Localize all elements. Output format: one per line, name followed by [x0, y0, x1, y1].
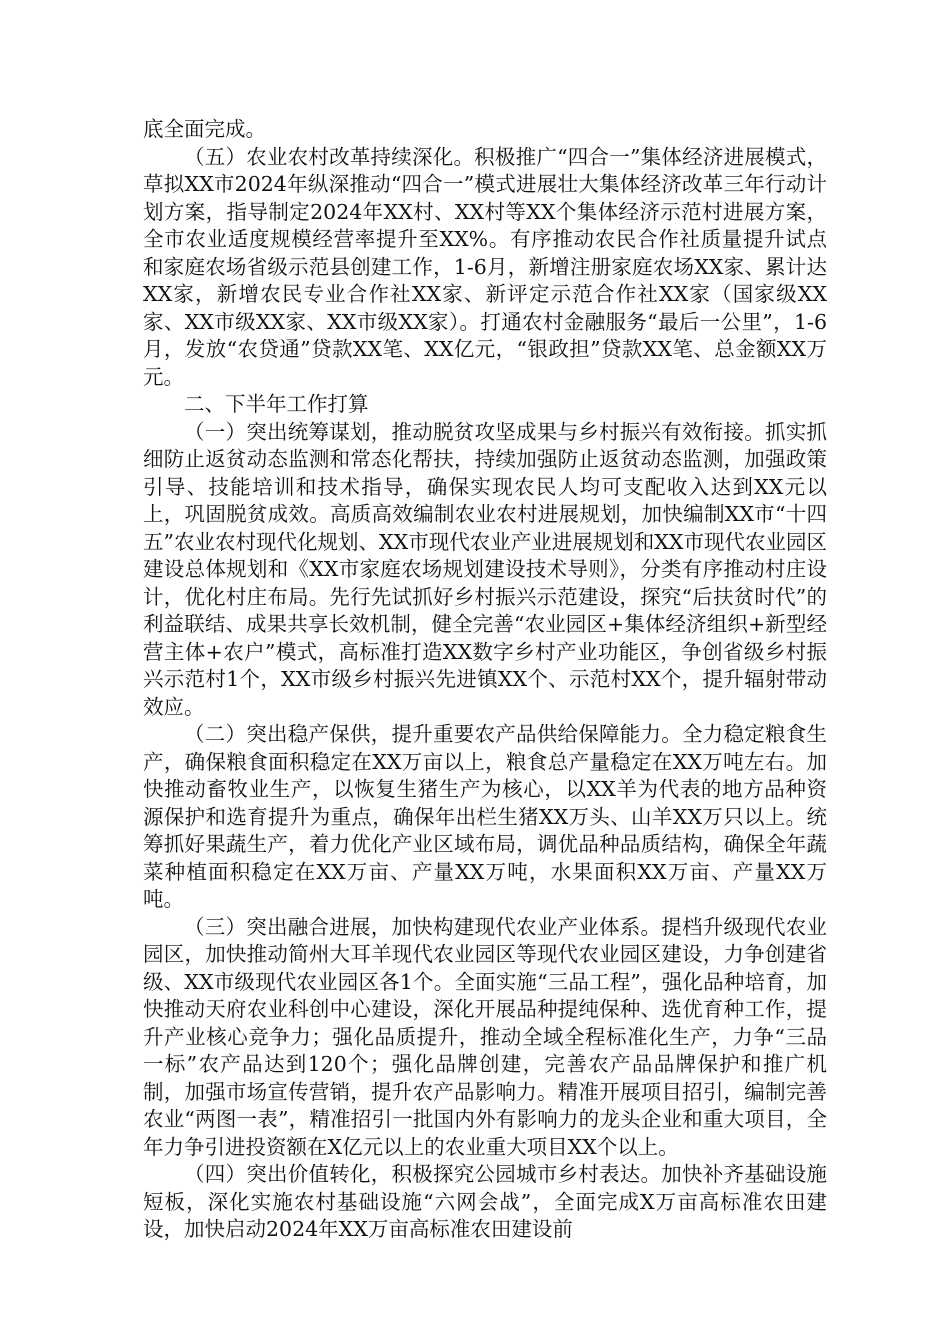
paragraph-plan-3: （三）突出融合进展，加快构建现代农业产业体系。提档升级现代农业园区，加快推动简州大耳羊现代农业园区等现代农业园区建设，力争创建省级、XX市级现代农业园区各1个。全面实施“三品工程”，强化品种培育，加快推动天府农业科创中心建设，深化开展品种提纯保种、选优育种工作，提升产业核心竞争力；强化品质提升，推动全域全程标准化生产，力争“三品一标”农产品达到120个；强化品牌创建，完善农产品品牌保护和推广机制，加强市场宣传营销，提升农产品影响力。精准开展项目招引，编制完善农业“两图一表”，精准招引一批国内外有影响力的龙头企业和重大项目，全年力争引进投资额在X亿元以上的农业重大项目XX个以上。	[143, 914, 827, 1159]
section-heading-plan: 二、下半年工作打算	[184, 392, 369, 416]
paragraph-continuation: 底全面完成。	[143, 117, 266, 141]
paragraph-plan-1: （一）突出统筹谋划，推动脱贫攻坚成果与乡村振兴有效衔接。抓实抓细防止返贫动态监测和常态化帮扶，持续加强防止返贫动态监测，加强政策引导、技能培训和技术指导，确保实现农民人均可支配收入达到XX元以上，巩固脱贫成效。高质高效编制农业农村进展规划，加快编制XX市“十四五”农业农村现代化规划、XX市现代农业产业进展规划和XX市现代农业园区建设总体规划和《XX市家庭农场规划建设技术导则》，分类有序推动村庄设计，优化村庄布局。先行先试抓好乡村振兴示范建设，探究“后扶贫时代”的利益联结、成果共享长效机制，健全完善“农业园区+集体经济组织+新型经营主体+农户”模式，高标准打造XX数字乡村产业功能区，争创省级乡村振兴示范村1个，XX市级乡村振兴先进镇XX个、示范村XX个，提升辐射带动效应。	[143, 419, 827, 719]
paragraph-section-5: （五）农业农村改革持续深化。积极推广“四合一”集体经济进展模式，草拟XX市2024年纵深推动“四合一”模式进展壮大集体经济改革三年行动计划方案，指导制定2024年XX村、XX村等XX个集体经济示范村进展方案，全市农业适度规模经营率提升至XX%。有序推动农民合作社质量提升试点和家庭农场省级示范县创建工作，1-6月，新增注册家庭农场XX家、累计达XX家，新增农民专业合作社XX家、新评定示范合作社XX家（国家级XX家、XX市级XX家、XX市级XX家）。打通农村金融服务“最后一公里”，1-6月，发放“农贷通”贷款XX笔、XX亿元，“银政担”贷款XX笔、总金额XX万元。	[143, 144, 827, 389]
document-body	[143, 116, 827, 1244]
paragraph-plan-2: （二）突出稳产保供，提升重要农产品供给保障能力。全力稳定粮食生产，确保粮食面积稳定在XX万亩以上，粮食总产量稳定在XX万吨左右。加快推动畜牧业生产，以恢复生猪生产为核心，以XX羊为代表的地方品种资源保护和选育提升为重点，确保年出栏生猪XX万头、山羊XX万只以上。统筹抓好果蔬生产，着力优化产业区域布局，调优品种品质结构，确保全年蔬菜种植面积稳定在XX万亩、产量XX万吨，水果面积XX万亩、产量XX万吨。	[143, 722, 827, 911]
paragraph-plan-4: （四）突出价值转化，积极探究公园城市乡村表达。加快补齐基础设施短板，深化实施农村基础设施“六网会战”，全面完成X万亩高标准农田建设，加快启动2024年XX万亩高标准农田建设前	[143, 1162, 827, 1241]
